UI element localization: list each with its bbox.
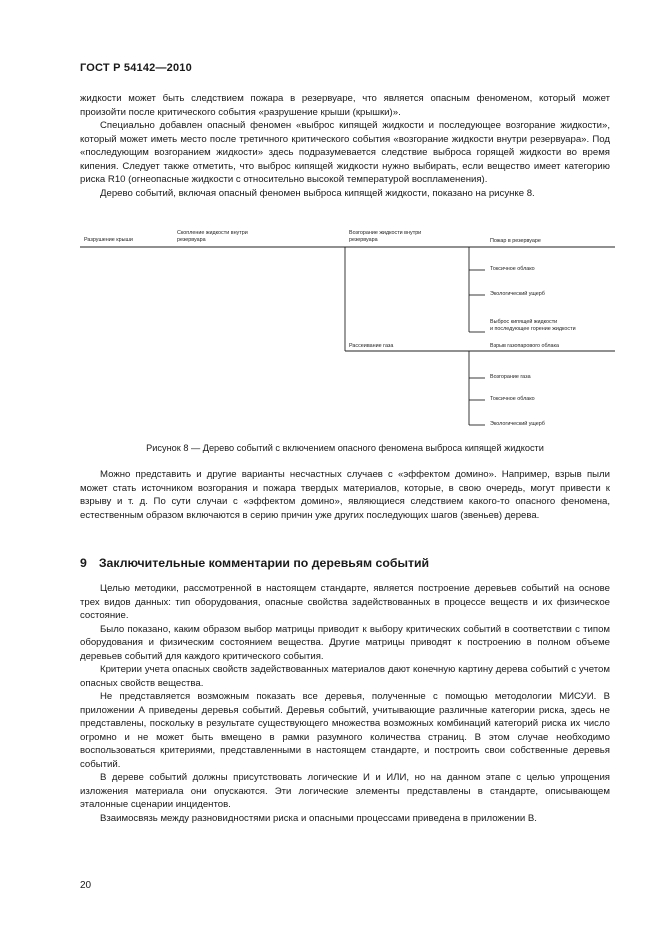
paragraph: Взаимосвязь между разновидностями риска и опасными процессами приведена в приложении В.	[100, 812, 537, 824]
event-tree-diagram	[80, 228, 620, 428]
paragraph: Дерево событий, включая опасный феномен выброса кипящей жидкости, показано на рисунке 8.	[100, 187, 535, 199]
node-liquid-accumulation-line1: Скопление жидкости внутри	[177, 230, 248, 236]
outcome-tank-fire: Пожар в резервуаре	[490, 238, 541, 244]
paragraph: жидкости может быть следствием пожара в резервуаре, что является опасным феноменом, который может произойти после критического события «разрушение крыши (крышки)».	[80, 93, 610, 118]
node-liquid-ignition-line2: резервуара	[349, 237, 378, 243]
outcome-toxic-cloud-2: Токсичное облако	[490, 396, 535, 402]
node-liquid-accumulation-line2: резервуара	[177, 237, 206, 243]
paragraph: Было показано, каким образом выбор матрицы приводит к выбору критических событий в соответствии с типом оборудования и физическим состоянием вещества. Другие матрицы приводят к построению в полном объеме деревьев событий для каждого критического события.	[80, 623, 610, 662]
paragraph-block-1	[80, 92, 610, 200]
paragraph: Не представляется возможным показать все деревья, полученные с помощью методологии МИСУИ. В приложении А приведены деревья событий. Деревья событий, учитывающие различные категории риска, здесь не представлены, поскольку в результате существующего множества возможных комбинаций категорий риска их число огромно и не может быть вмещено в рамки разумного количества страниц. В этом случае необходимо воспользоваться критериями, представленными в настоящем стандарте, и построить свои собственные деревья событий.	[80, 691, 610, 770]
paragraph-block-2	[80, 468, 610, 522]
outcome-environmental-damage: Экологический ущерб	[490, 291, 545, 297]
figure-caption: Рисунок 8 — Дерево событий с включением опасного феномена выброса кипящей жидкости	[146, 443, 544, 453]
section-title: Заключительные комментарии по деревьям событий	[98, 556, 430, 570]
node-gas-dispersion: Рассеивание газа	[349, 343, 394, 349]
paragraph: В дереве событий должны присутствовать логические И и ИЛИ, но на данном этапе с целью упрощения изложения материала они опускаются. Эти логические элементы представлены в стандарте, описывающем эталонные сценарии инцидентов.	[80, 772, 610, 810]
page-number: 20	[80, 880, 92, 891]
outcome-vapor-cloud-explosion: Взрыв газопарового облака	[490, 343, 560, 349]
node-roof-failure: Разрушение крыши	[84, 237, 133, 243]
paragraph-block-3	[80, 582, 610, 825]
document-header: ГОСТ Р 54142—2010	[80, 62, 192, 74]
section-number: 9	[80, 556, 87, 570]
paragraph: Критерии учета опасных свойств задействованных материалов дают конечную картину дерева событий с учетом опасных свойств вещества.	[80, 664, 610, 689]
node-liquid-ignition-line1: Возгорание жидкости внутри	[349, 230, 422, 236]
outcome-boilover-line1: Выброс кипящей жидкости	[490, 319, 558, 325]
outcome-toxic-cloud: Токсичное облако	[490, 266, 535, 272]
section-heading	[80, 556, 441, 570]
outcome-gas-ignition: Возгорание газа	[490, 374, 531, 380]
outcome-environmental-damage-2: Экологический ущерб	[490, 421, 545, 427]
paragraph: Целью методики, рассмотренной в настоящем стандарте, является построение деревьев событий на основе трех видов данных: тип оборудования, опасные свойства задействованных в процессе веществ и их физическое состояние.	[80, 583, 610, 621]
paragraph: Специально добавлен опасный феномен «выброс кипящей жидкости и последующее возгорание жидкости», который может иметь место после третичного критического события «возгорание жидкости внутри резервуара». Под «последующим возгоранием жидкости» здесь подразумевается следствие выброса горящей жидкости во время кипения. Следует также отметить, что выброс кипящей жидкости нужно выбирать, если вещество имеет категорию риска R10 (огнеопасные жидкости с относительно высокой температурой воспламенения).	[80, 120, 610, 185]
outcome-boilover-line2: и последующее горение жидкости	[490, 326, 576, 332]
paragraph: Можно представить и другие варианты несчастных случаев с «эффектом домино». Например, взрыв пыли может стать источником возгорания и пожара твердых материалов, которые, в свою очередь, могут привести к взрыву и т. д. По сути случаи с «эффектом домино», являющиеся следствием какого-то опасного феномена, естественным образом включаются в серию причин уже других последующих шагов (звеньев) дерева.	[80, 469, 610, 521]
